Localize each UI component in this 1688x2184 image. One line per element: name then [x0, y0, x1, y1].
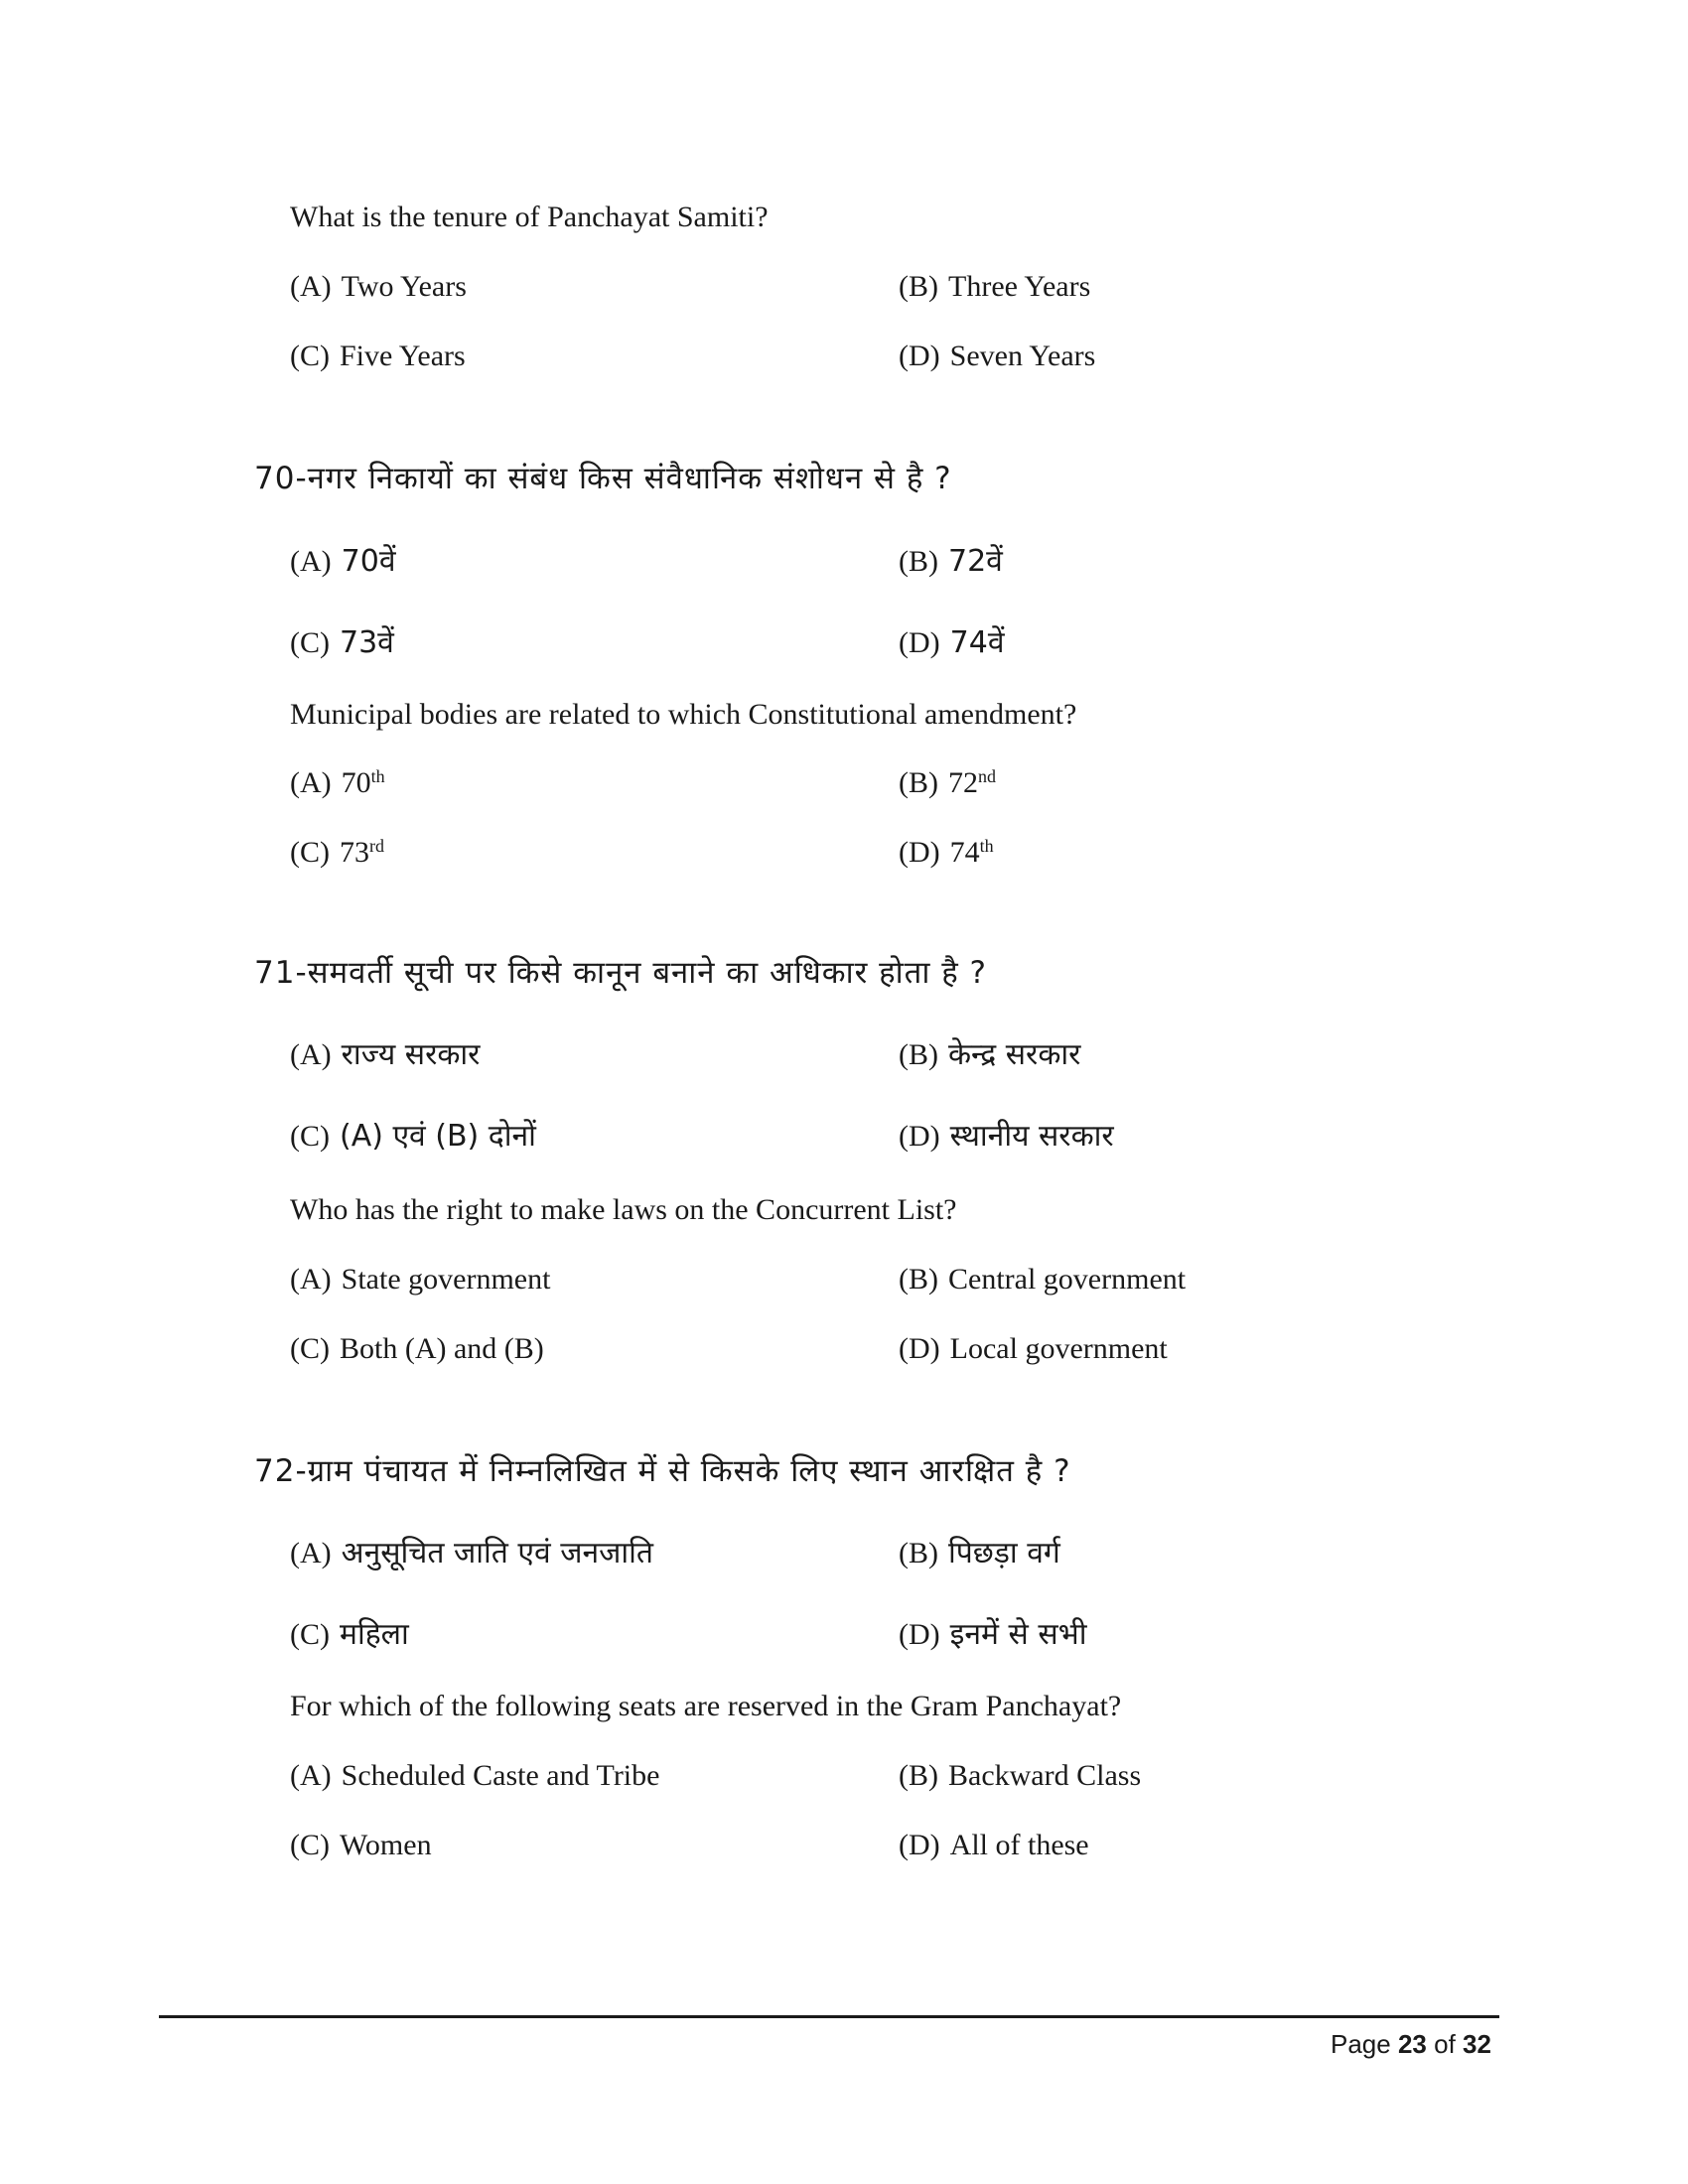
option-text: Women: [340, 1829, 432, 1861]
option-text: Seven Years: [949, 340, 1096, 372]
option-text: पिछड़ा वर्ग: [948, 1536, 1060, 1570]
option-72-c-en: [290, 1829, 432, 1862]
option-label: (A): [290, 545, 332, 578]
option-label: (A): [290, 766, 332, 799]
option-69-b-en: [899, 270, 1090, 304]
option-69-a-en: [290, 270, 467, 304]
option-label: (B): [899, 270, 938, 303]
of-word: of: [1434, 2029, 1456, 2059]
option-text: Local government: [949, 1332, 1168, 1365]
option-label: (D): [899, 836, 940, 869]
option-label: (B): [899, 1263, 938, 1296]
option-label: (C): [290, 1332, 330, 1365]
option-72-c-hi: [290, 1612, 409, 1653]
option-label: (C): [290, 1618, 330, 1651]
option-text: महिला: [340, 1617, 409, 1652]
option-label: (B): [899, 545, 938, 578]
option-text: 73वें: [340, 625, 394, 660]
option-70-c-en: [290, 836, 384, 870]
option-number: 70: [341, 766, 371, 799]
option-text: Five Years: [340, 340, 466, 372]
question-72-en: For which of the following seats are reserved in the Gram Panchayat?: [290, 1690, 1122, 1722]
option-label: (D): [899, 1120, 940, 1153]
option-number: 74: [949, 836, 980, 869]
option-text: Scheduled Caste and Tribe: [341, 1759, 660, 1792]
option-text: State government: [341, 1263, 551, 1296]
option-71-d-hi: [899, 1114, 1114, 1155]
option-70-d-en: [899, 836, 994, 870]
option-text: राज्य सरकार: [341, 1037, 481, 1072]
question-71-en: Who has the right to make laws on the Concurrent List?: [290, 1193, 957, 1226]
option-text: All of these: [949, 1829, 1089, 1861]
option-70-d-hi: [899, 620, 1005, 661]
option-70-a-hi: [290, 539, 396, 580]
question-69-en: What is the tenure of Panchayat Samiti?: [290, 201, 769, 233]
option-text: अनुसूचित जाति एवं जनजाति: [341, 1536, 654, 1570]
option-label: (A): [290, 1263, 332, 1296]
option-label: (A): [290, 1038, 332, 1071]
footer-divider: [159, 2015, 1499, 2018]
question-72-hi: 72-ग्राम पंचायत में निम्नलिखित में से किसके लिए स्थान आरक्षित है ?: [254, 1453, 1071, 1489]
option-69-c-en: [290, 340, 466, 373]
option-71-b-hi: [899, 1032, 1080, 1073]
option-69-d-en: [899, 340, 1095, 373]
option-71-a-hi: [290, 1032, 480, 1073]
question-70-en: Municipal bodies are related to which Constitutional amendment?: [290, 698, 1077, 731]
option-text: (A) एवं (B) दोनों: [340, 1119, 536, 1154]
option-label: (B): [899, 1537, 938, 1570]
page-number: [1331, 2029, 1491, 2060]
option-70-b-hi: [899, 539, 1003, 580]
option-70-b-en: [899, 766, 996, 800]
option-label: (D): [899, 626, 940, 659]
option-label: (C): [290, 836, 330, 869]
option-72-a-en: [290, 1759, 659, 1793]
option-text: 70वें: [341, 544, 396, 579]
question-70-hi: 70-नगर निकायों का संबंध किस संवैधानिक संशोधन से है ?: [254, 461, 952, 496]
option-label: (A): [290, 270, 332, 303]
option-label: (B): [899, 1038, 938, 1071]
option-72-b-en: [899, 1759, 1141, 1793]
option-text: केन्द्र सरकार: [948, 1037, 1081, 1072]
ordinal-suffix: rd: [369, 836, 384, 856]
option-label: (C): [290, 1120, 330, 1153]
option-label: (C): [290, 1829, 330, 1861]
option-71-d-en: [899, 1332, 1168, 1366]
option-72-a-hi: [290, 1531, 653, 1571]
option-72-b-hi: [899, 1531, 1060, 1571]
current-page: 23: [1397, 2029, 1427, 2059]
option-72-d-en: [899, 1829, 1089, 1862]
option-text: 74वें: [949, 625, 1005, 660]
option-71-b-en: [899, 1263, 1186, 1297]
question-71-hi: 71-समवर्ती सूची पर किसे कानून बनाने का अधिकार होता है ?: [254, 955, 987, 991]
ordinal-suffix: th: [370, 766, 385, 786]
option-text: 72वें: [948, 544, 1003, 579]
option-70-c-hi: [290, 620, 394, 661]
option-label: (D): [899, 1829, 940, 1861]
option-label: (D): [899, 1332, 940, 1365]
option-number: 73: [340, 836, 369, 869]
option-label: (C): [290, 340, 330, 372]
option-71-c-hi: [290, 1114, 536, 1155]
option-number: 72: [948, 766, 978, 799]
option-label: (B): [899, 766, 938, 799]
option-label: (A): [290, 1759, 332, 1792]
option-label: (C): [290, 626, 330, 659]
option-72-d-hi: [899, 1612, 1086, 1653]
option-label: (B): [899, 1759, 938, 1792]
total-pages: 32: [1463, 2029, 1491, 2059]
ordinal-suffix: th: [979, 836, 994, 856]
option-label: (A): [290, 1537, 332, 1570]
option-label: (D): [899, 340, 940, 372]
option-text: Backward Class: [948, 1759, 1142, 1792]
option-text: इनमें से सभी: [949, 1617, 1087, 1652]
ordinal-suffix: nd: [978, 766, 996, 786]
option-label: (D): [899, 1618, 940, 1651]
option-text: Two Years: [341, 270, 467, 303]
option-text: Three Years: [948, 270, 1091, 303]
option-text: स्थानीय सरकार: [949, 1119, 1114, 1154]
option-text: Both (A) and (B): [340, 1332, 544, 1365]
option-text: Central government: [948, 1263, 1187, 1296]
option-70-a-en: [290, 766, 385, 800]
page-word: Page: [1331, 2029, 1391, 2059]
option-71-c-en: [290, 1332, 544, 1366]
option-71-a-en: [290, 1263, 550, 1297]
